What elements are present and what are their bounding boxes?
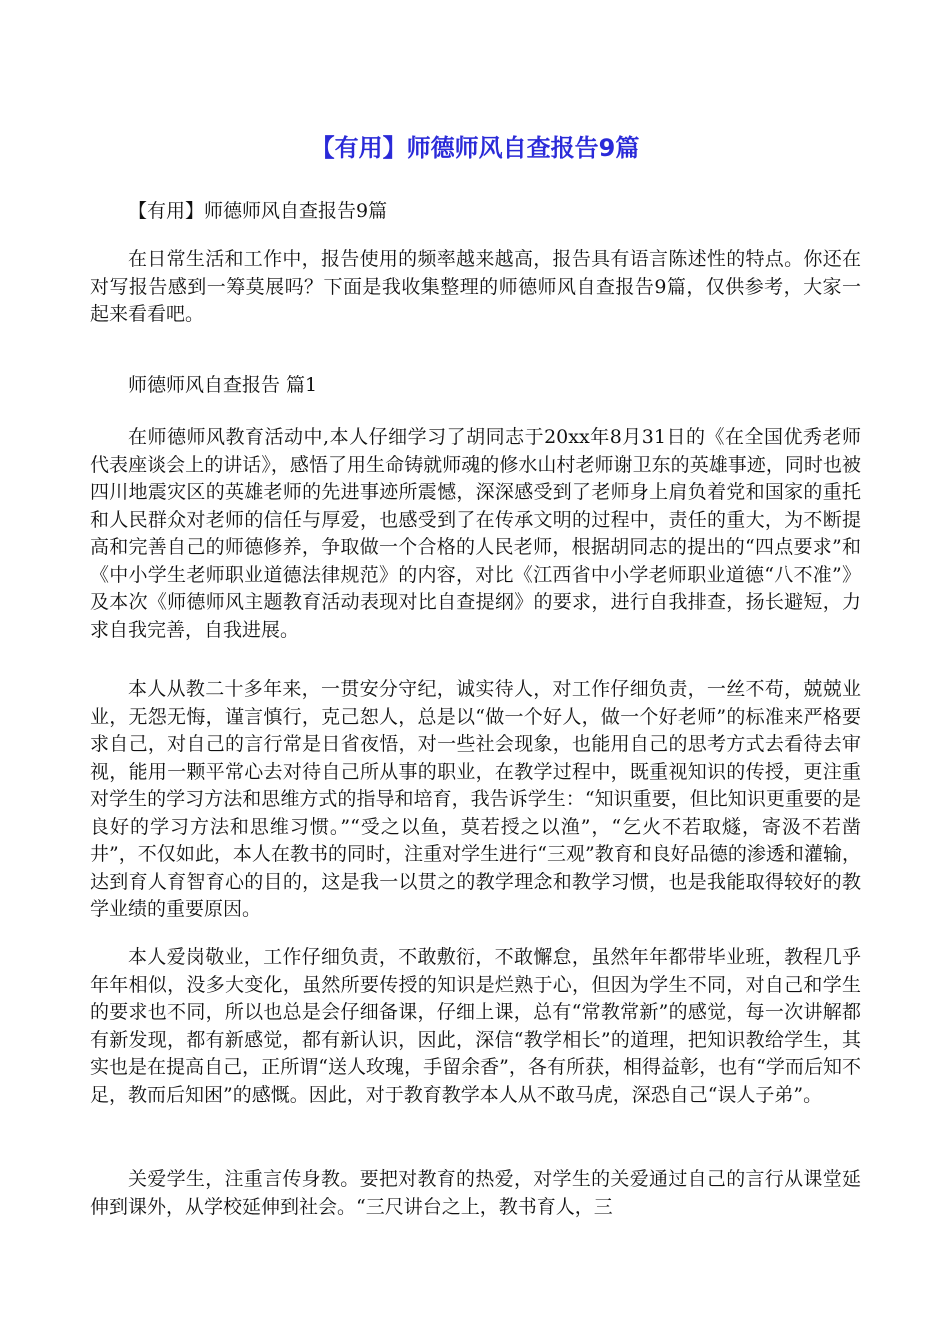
body-paragraph-2: 本人从教二十多年来，一贯安分守纪，诚实待人，对工作仔细负责，一丝不苟，兢兢业业，无怨无悔，谨言慎行，克己恕人，总是以“做一个好人，做一个好老师”的标准来严格要求自己，对自己的言行常是日省夜悟，对一些社会现象，也能用自己的思考方式去看待去审视，能用一颗平常心去对待自己所从事的职业，在教学过程中，既重视知识的传授，更注重对学生的学习方法和思维方式的指导和培育，我告诉学生：“知识重要，但比知识更重要的是良好的学习方法和思维习惯。”“受之以鱼，莫若授之以渔”，“乞火不若取燧，寄汲不若凿井”，不仅如此，本人在教书的同时，注重对学生进行“三观”教育和良好品德的渗透和灌输，达到育人育智育心的目的，这是我一以贯之的教学理念和教学习惯，也是我能取得较好的教学业绩的重要原因。 [90,678,861,920]
intro-paragraph: 在日常生活和工作中，报告使用的频率越来越高，报告具有语言陈述性的特点。你还在对写报告感到一筹莫展吗？下面是我收集整理的师德师风自查报告9篇，仅供参考，大家一起来看看吧。 [90,248,861,325]
body-paragraph-4: 关爱学生，注重言传身教。要把对教育的热爱，对学生的关爱通过自己的言行从课堂延伸到课外，从学校延伸到社会。“三尺讲台之上，教书育人，三 [90,1168,861,1218]
body-paragraph-3: 本人爱岗敬业，工作仔细负责，不敢敷衍，不敢懈怠，虽然年年都带毕业班，教程几乎年年相似，没多大变化，虽然所要传授的知识是烂熟于心，但因为学生不同，对自己和学生的要求也不同，所以也总是会仔细备课，仔细上课，总有“常教常新”的感觉，每一次讲解都有新发现，都有新感觉，都有新认识，因此，深信“教学相长”的道理，把知识教给学生，其实也是在提高自己，正所谓“送人玫瑰，手留余香”，各有所获，相得益彰，也有“学而后知不足，教而后知困”的感慨。因此，对于教育教学本人从不敢马虎，深恐自己“误人子弟”。 [90,946,861,1106]
section-heading: 师德师风自查报告 篇1 [128,374,318,396]
body-paragraph-1: 在师德师风教育活动中,本人仔细学习了胡同志于20xx年8月31日的《在全国优秀老师代表座谈会上的讲话》，感悟了用生命铸就师魂的修水山村老师谢卫东的英雄事迹，同时也被四川地震灾区的英雄老师的先进事迹所震憾，深深感受到了老师身上肩负着党和国家的重托和人民群众对老师的信任与厚爱，也感受到了在传承文明的过程中，责任的重大，为不断提高和完善自己的师德修养，争取做一个合格的人民老师，根据胡同志的提出的“四点要求”和《中小学生老师职业道德法律规范》的内容，对比《江西省中小学老师职业道德“八不准”》及本次《师德师风主题教育活动表现对比自查提纲》的要求，进行自我排查，扬长避短，力求自我完善，自我进展。 [90,426,861,641]
document-title: 【有用】师德师风自查报告9篇 [310,134,640,162]
document-subtitle: 【有用】师德师风自查报告9篇 [128,200,388,222]
